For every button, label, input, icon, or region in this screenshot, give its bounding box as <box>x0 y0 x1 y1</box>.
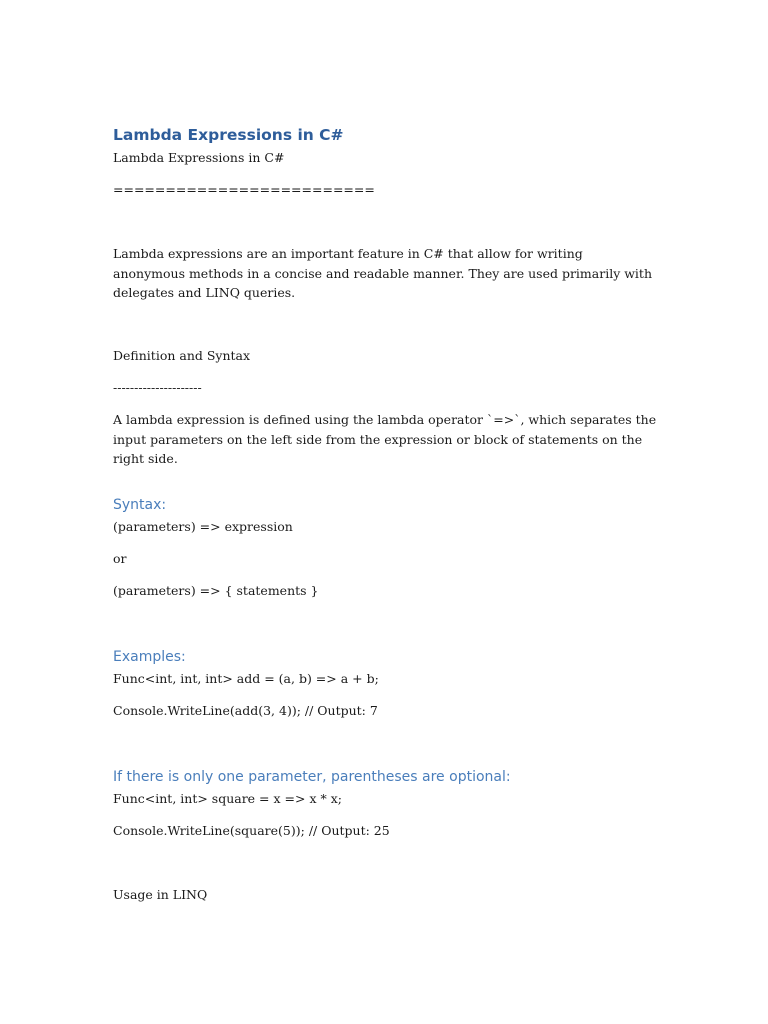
example-line-2: Console.WriteLine(add(3, 4)); // Output: 7 <box>113 703 378 718</box>
title-text: Lambda Expressions in C# <box>113 150 285 165</box>
one-param-heading: If there is only one parameter, parentheses are optional: <box>113 769 511 785</box>
title-rule: ========================= <box>113 182 375 197</box>
intro-paragraph: Lambda expressions are an important feature in C# that allow for writing anonymous methods in a concise and readable manner. They are used primarily with delegates and LINQ queries. <box>113 246 656 300</box>
definition-heading: Definition and Syntax <box>113 348 251 363</box>
definition-rule: --------------------- <box>113 380 202 395</box>
syntax-line-2: or <box>113 551 127 566</box>
examples-heading: Examples: <box>113 649 186 665</box>
syntax-line-3: (parameters) => { statements } <box>113 583 319 598</box>
syntax-heading: Syntax: <box>113 497 167 513</box>
one-param-line-1: Func<int, int> square = x => x * x; <box>113 791 342 806</box>
example-line-1: Func<int, int, int> add = (a, b) => a + b; <box>113 671 379 686</box>
linq-heading: Usage in LINQ <box>113 887 208 902</box>
one-param-line-2: Console.WriteLine(square(5)); // Output: 25 <box>113 823 390 838</box>
definition-paragraph: A lambda expression is defined using the lambda operator `=>`, which separates the input parameters on the left side from the expression or block of statements on the right side. <box>113 412 661 466</box>
syntax-line-1: (parameters) => expression <box>113 519 293 534</box>
document-title: Lambda Expressions in C# <box>113 126 344 144</box>
